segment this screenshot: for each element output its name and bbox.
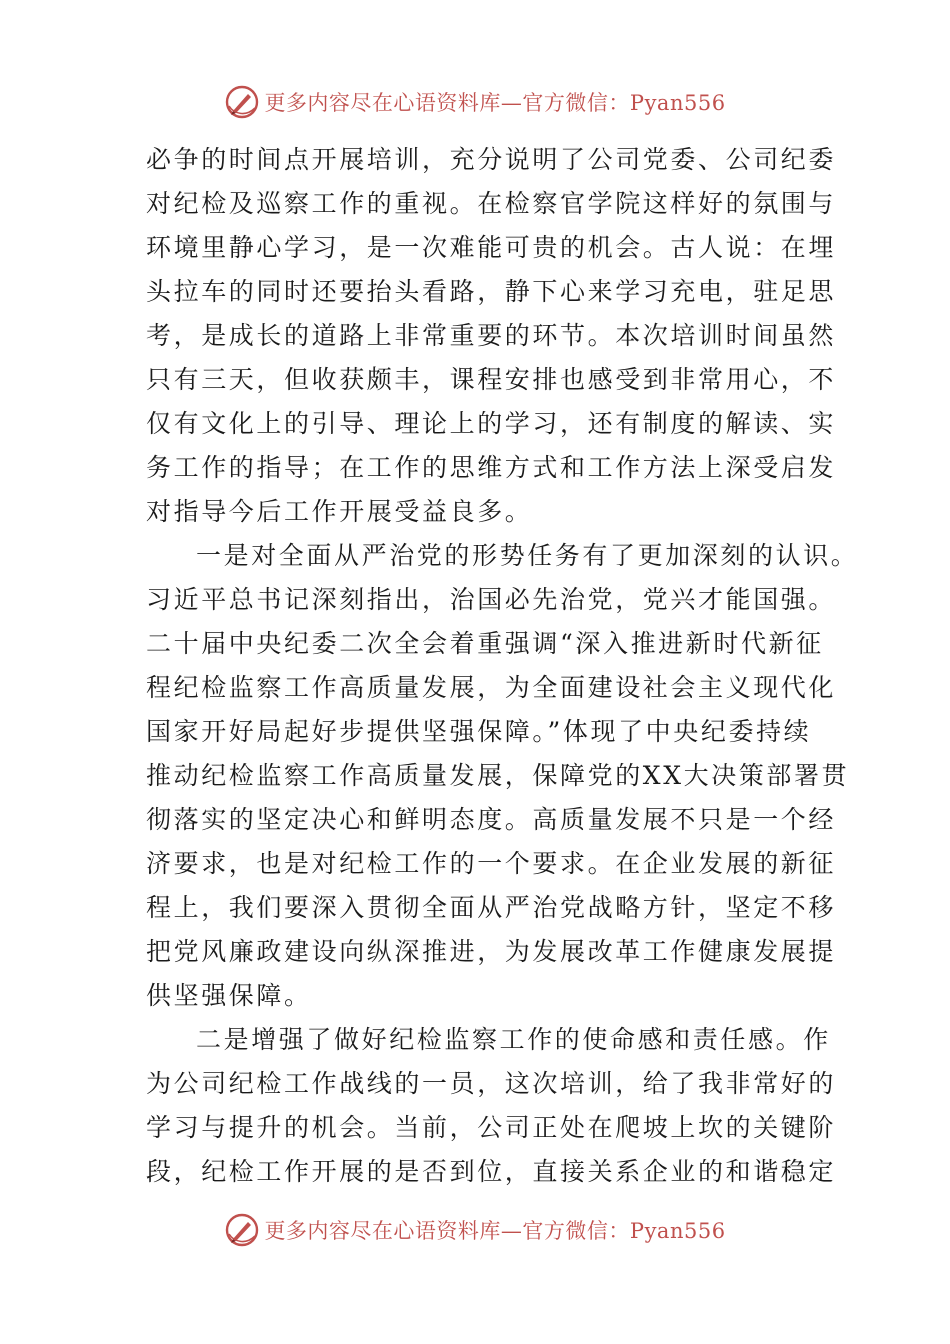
text-line: 段，纪检工作开展的是否到位，直接关系企业的和谐稳定 [146, 1157, 837, 1186]
text-line: 济要求，也是对纪检工作的一个要求。在企业发展的新征 [146, 849, 837, 878]
text-line: 一是对全面从严治党的形势任务有了更加深刻的认识。 [196, 541, 859, 570]
pen-logo-icon [224, 1212, 260, 1248]
banner-text: 更多内容尽在心语资料库—官方微信：Pyan556 [264, 91, 726, 115]
text-line: 为公司纪检工作战线的一员，这次培训，给了我非常好的 [146, 1069, 837, 1098]
footer-banner [0, 1210, 950, 1250]
text-line: 程上，我们要深入贯彻全面从严治党战略方针，坚定不移 [146, 893, 837, 922]
text-line: 把党风廉政建设向纵深推进，为发展改革工作健康发展提 [146, 937, 837, 966]
document-body [146, 138, 859, 1194]
pen-logo-icon [224, 84, 260, 120]
text-line: 二十届中央纪委二次全会着重强调“深入推进新时代新征 [146, 629, 824, 658]
text-line: 国家开好局起好步提供坚强保障。”体现了中央纪委持续 [146, 717, 812, 746]
text-line: 习近平总书记深刻指出，治国必先治党，党兴才能国强。 [146, 585, 837, 614]
text-line: 考，是成长的道路上非常重要的环节。本次培训时间虽然 [146, 321, 837, 350]
text-line: 只有三天，但收获颇丰，课程安排也感受到非常用心，不 [146, 365, 837, 394]
text-line: 推动纪检监察工作高质量发展，保障党的XX大决策部署贯 [146, 761, 850, 790]
text-line: 彻落实的坚定决心和鲜明态度。高质量发展不只是一个经 [146, 805, 837, 834]
banner-text: 更多内容尽在心语资料库—官方微信：Pyan556 [264, 1219, 726, 1243]
paragraph [146, 534, 859, 1018]
text-line: 对纪检及巡察工作的重视。在检察官学院这样好的氛围与 [146, 189, 837, 218]
text-line: 二是增强了做好纪检监察工作的使命感和责任感。作 [196, 1025, 831, 1054]
text-line: 头拉车的同时还要抬头看路，静下心来学习充电，驻足思 [146, 277, 837, 306]
text-line: 仅有文化上的引导、理论上的学习，还有制度的解读、实 [146, 409, 837, 438]
paragraph [146, 138, 837, 534]
text-line: 对指导今后工作开展受益良多。 [146, 497, 533, 526]
text-line: 供坚强保障。 [146, 981, 312, 1010]
paragraph [146, 1018, 837, 1194]
text-line: 务工作的指导；在工作的思维方式和工作方法上深受启发 [146, 453, 837, 482]
text-line: 环境里静心学习，是一次难能可贵的机会。古人说：在埋 [146, 233, 837, 262]
text-line: 学习与提升的机会。当前，公司正处在爬坡上坎的关键阶 [146, 1113, 837, 1142]
text-line: 必争的时间点开展培训，充分说明了公司党委、公司纪委 [146, 145, 837, 174]
text-line: 程纪检监察工作高质量发展，为全面建设社会主义现代化 [146, 673, 837, 702]
header-banner [0, 82, 950, 122]
